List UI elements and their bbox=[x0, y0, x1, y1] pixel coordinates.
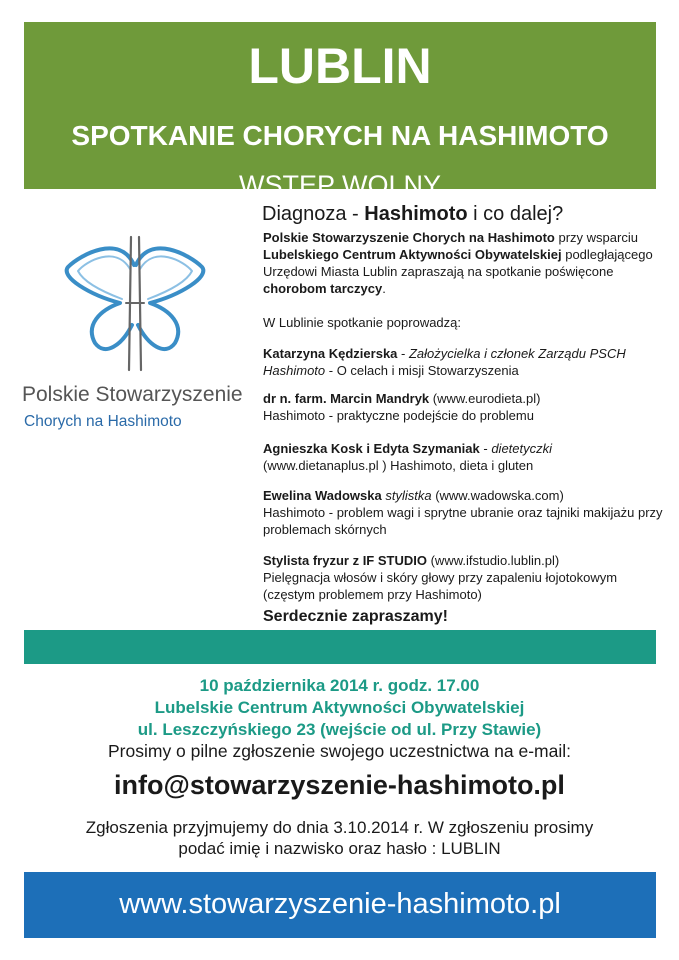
speaker-name: Ewelina Wadowska bbox=[263, 488, 382, 503]
butterfly-logo-icon bbox=[60, 225, 210, 375]
intro-text1: przy wsparciu bbox=[554, 230, 638, 245]
speaker-block bbox=[263, 345, 663, 379]
intro-text3: . bbox=[382, 281, 386, 296]
speaker-name: Stylista fryzur z IF STUDIO bbox=[263, 553, 427, 568]
intro-text2: podległającego Urzędowi Miasta Lublin zapraszają na spotkanie poświęcone bbox=[263, 247, 653, 279]
registration-deadline: Zgłoszenia przyjmujemy do dnia 3.10.2014 r. W zgłoszeniu prosimy bbox=[85, 818, 594, 837]
speaker-topic: Hashimoto - praktyczne podejście do problemu bbox=[263, 408, 534, 423]
intro-center: Lubelskiego Centrum Aktywności Obywatelskiej bbox=[263, 247, 562, 262]
divider-band bbox=[24, 630, 656, 664]
event-date: 10 października 2014 r. godz. 17.00 bbox=[199, 676, 480, 695]
speaker-topic: Hashimoto, dieta i gluten bbox=[386, 458, 534, 473]
speaker-topic: - O celach i misji Stowarzyszenia bbox=[325, 363, 519, 378]
intro-paragraph bbox=[263, 229, 663, 297]
invitation: Serdecznie zapraszamy! bbox=[263, 608, 448, 625]
intro-topic: chorobom tarczycy bbox=[263, 281, 383, 296]
headline-part2: Hashimoto bbox=[364, 203, 468, 225]
lead-in: W Lublinie spotkanie poprowadzą: bbox=[263, 315, 462, 330]
speaker-role: dietetyczki bbox=[491, 441, 553, 456]
speaker-name: dr n. farm. Marcin Mandryk bbox=[263, 391, 430, 406]
speaker-website: (www.wadowska.com) bbox=[431, 488, 564, 503]
registration-instructions: podać imię i nazwisko oraz hasło : LUBLIN bbox=[178, 839, 501, 858]
headline-part1: Diagnoza - bbox=[262, 203, 365, 225]
registration-request: Prosimy o pilne zgłoszenie swojego uczestnictwa na e-mail: bbox=[108, 741, 571, 761]
header-banner bbox=[24, 22, 656, 200]
headline-part3: i co dalej? bbox=[467, 203, 564, 225]
header-subtitle: WSTĘP WOLNY bbox=[238, 170, 442, 200]
speaker-separator: - bbox=[397, 346, 409, 361]
logo-name-line2: Chorych na Hashimoto bbox=[24, 413, 182, 430]
speaker-website: (www.ifstudio.lublin.pl) bbox=[426, 553, 560, 568]
event-place: Lubelskie Centrum Aktywności Obywatelskiej bbox=[154, 698, 525, 717]
registration-email[interactable]: info@stowarzyszenie-hashimoto.pl bbox=[114, 770, 565, 800]
speaker-block bbox=[263, 552, 663, 603]
speaker-block bbox=[263, 390, 663, 424]
speaker-website: (www.dietanaplus.pl ) bbox=[263, 458, 387, 473]
speaker-role: Założycielka i członek Zarządu PSCH Hashimoto bbox=[263, 346, 626, 378]
headline bbox=[262, 201, 563, 227]
speaker-name: Katarzyna Kędzierska bbox=[263, 346, 398, 361]
speaker-topic: Pielęgnacja włosów i skóry głowy przy zapaleniu łojotokowym (częstym problemem przy Hashimoto) bbox=[263, 570, 618, 602]
footer-website-link[interactable]: www.stowarzyszenie-hashimoto.pl bbox=[119, 888, 561, 920]
speaker-website: (www.eurodieta.pl) bbox=[429, 391, 541, 406]
header-title: SPOTKANIE CHORYCH NA HASHIMOTO bbox=[71, 120, 609, 151]
speaker-block bbox=[263, 487, 663, 538]
intro-org: Polskie Stowarzyszenie Chorych na Hashimoto bbox=[263, 230, 555, 245]
event-address: ul. Leszczyńskiego 23 (wejście od ul. Przy Stawie) bbox=[137, 720, 542, 739]
speaker-role: stylistka bbox=[381, 488, 432, 503]
speaker-separator: - bbox=[479, 441, 492, 456]
logo-name-line1: Polskie Stowarzyszenie bbox=[22, 383, 243, 406]
header-city: LUBLIN bbox=[248, 38, 432, 94]
speaker-block bbox=[263, 440, 663, 474]
organization-logo bbox=[22, 225, 254, 435]
speaker-name: Agnieszka Kosk i Edyta Szymaniak bbox=[263, 441, 480, 456]
speaker-topic: Hashimoto - problem wagi i sprytne ubranie oraz tajniki makijażu przy problemach skórnych bbox=[263, 505, 663, 537]
footer-banner bbox=[24, 872, 656, 938]
